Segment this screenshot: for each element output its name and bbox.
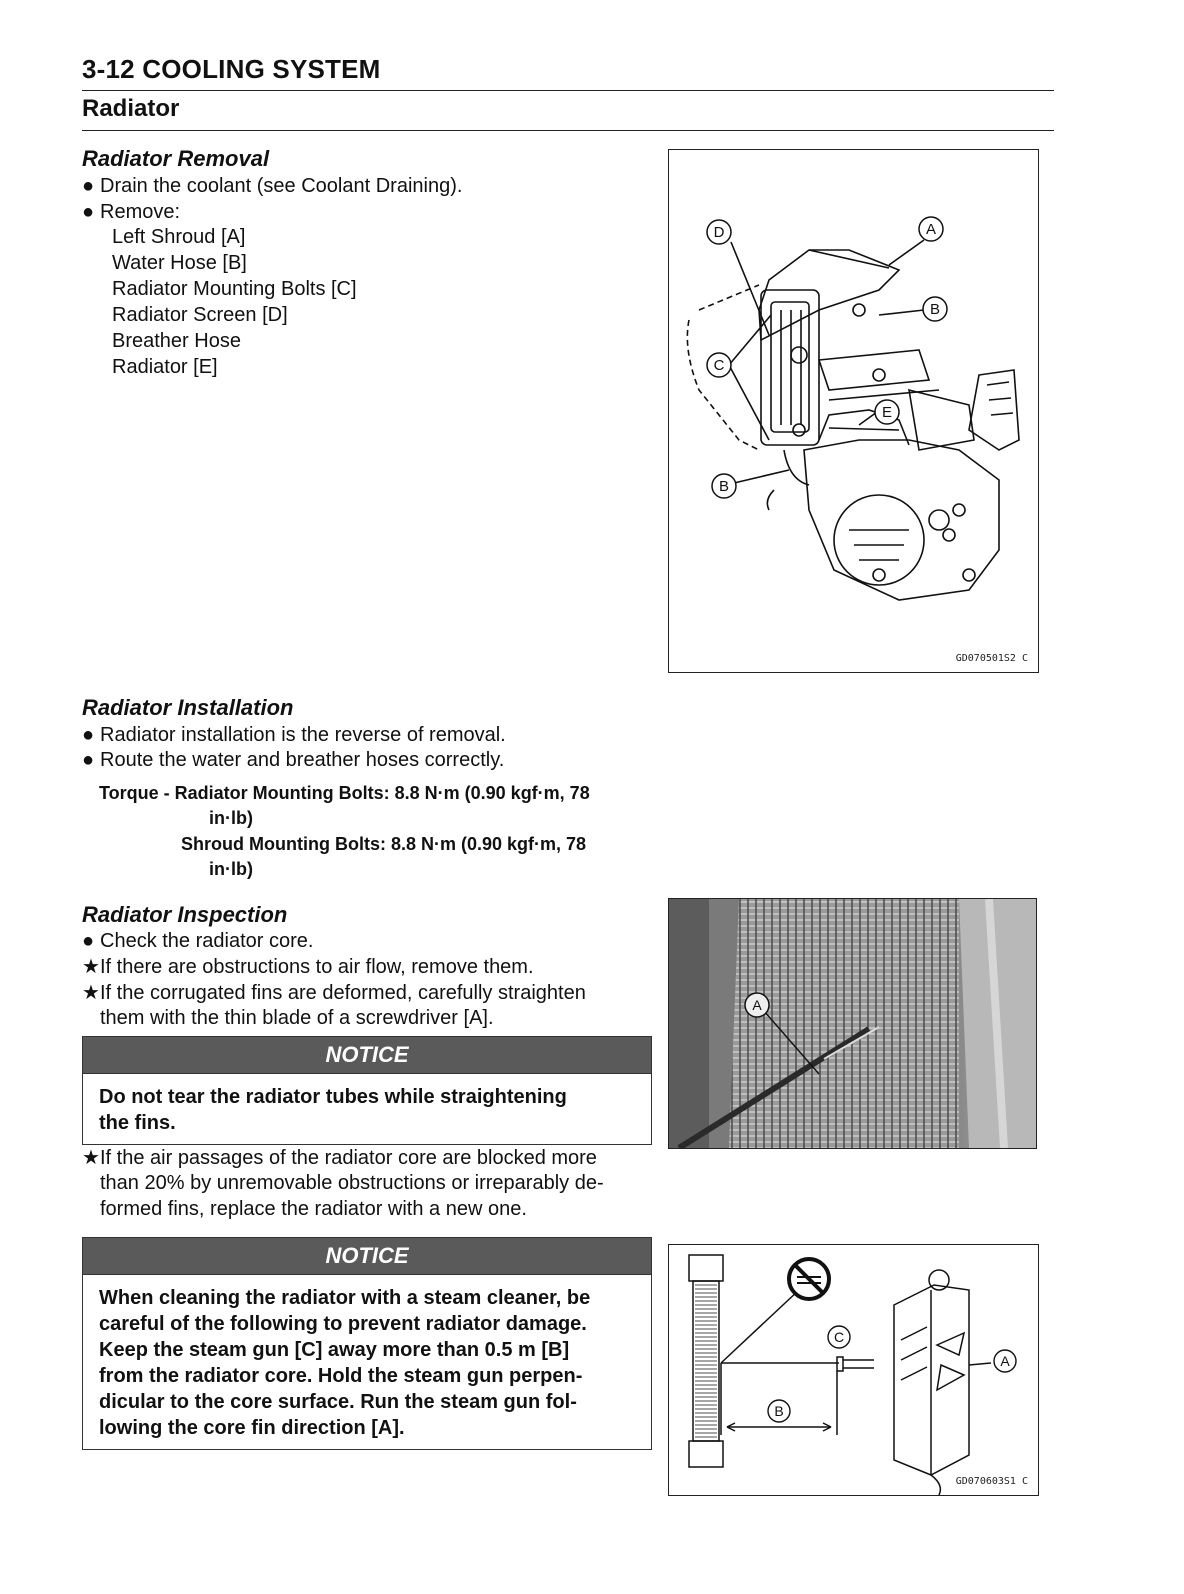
section-rule [82, 90, 1054, 91]
torque-line-2-cont: in·lb) [209, 859, 253, 879]
figure-steam-cleaning [668, 1244, 1039, 1496]
callout-b: B [774, 1403, 784, 1419]
part-item: Radiator [E] [112, 356, 218, 378]
subsection-title: Radiator [82, 95, 180, 122]
callout-e: E [881, 404, 893, 421]
bullet-icon: ● [82, 749, 95, 771]
callout-b: B [929, 301, 941, 318]
installation-bullet-1: ● Radiator installation is the reverse of removal. [82, 724, 506, 746]
torque-line-1: Torque - Radiator Mounting Bolts: 8.8 N·m (0.90 kgf·m, 78 [99, 783, 590, 803]
callout-a: A [752, 997, 762, 1013]
callout-a: A [1000, 1353, 1010, 1369]
inspection-star-2-cont: them with the thin blade of a screwdriver [A]. [100, 1007, 494, 1029]
part-item: Radiator Screen [D] [112, 304, 288, 326]
notice-body: When cleaning the radiator with a steam cleaner, be careful of the following to prevent radiator damage. Keep the steam gun [C] away more than 0.5 m [B] from the radiator core. Hold the steam gun perpen- dicular to the core surface. Run the steam gun fol- lowing the core fin direction [A]. [99, 1287, 591, 1439]
part-item: Left Shroud [A] [112, 226, 246, 248]
star-icon: ★ [82, 956, 100, 978]
figure-radiator-removal [668, 149, 1039, 673]
star-icon: ★ [82, 982, 100, 1004]
bullet-icon: ● [82, 175, 95, 197]
prohibited-icon [789, 1259, 829, 1299]
bullet-icon: ● [82, 201, 95, 223]
installation-bullet-2: ● Route the water and breather hoses correctly. [82, 749, 505, 771]
callout-b2: B [718, 478, 730, 495]
torque-line-1-cont: in·lb) [209, 808, 253, 828]
inspection-star-3-cont-1: than 20% by unremovable obstructions or irreparably de- [100, 1172, 604, 1194]
figure-fin-straightening-photo [668, 898, 1037, 1149]
notice-body: Do not tear the radiator tubes while straightening the fins. [99, 1086, 567, 1134]
inspection-star-2: ★If the corrugated fins are deformed, carefully straighten [82, 982, 586, 1004]
installation-heading: Radiator Installation [82, 695, 294, 720]
figure-code: GD070501S2 C [955, 653, 1028, 664]
removal-heading: Radiator Removal [82, 146, 270, 171]
inspection-star-1: ★If there are obstructions to air flow, remove them. [82, 956, 534, 978]
removal-parts-list [112, 224, 357, 380]
inspection-star-3: ★If the air passages of the radiator core are blocked more [82, 1147, 597, 1169]
callout-c: C [833, 1329, 845, 1345]
inspection-bullet-1: ● Check the radiator core. [82, 930, 314, 952]
bullet-icon: ● [82, 724, 95, 746]
notice-box-1 [82, 1036, 652, 1145]
removal-bullet-2: ● Remove: [82, 201, 181, 223]
inspection-heading: Radiator Inspection [82, 902, 288, 927]
notice-title: NOTICE [83, 1037, 651, 1074]
fin-photo-illustration [669, 899, 1036, 1148]
part-item: Water Hose [B] [112, 252, 247, 274]
figure-code: GD070603S1 C [955, 1476, 1028, 1487]
bullet-icon: ● [82, 930, 95, 952]
callout-c: C [713, 357, 725, 374]
part-item: Breather Hose [112, 330, 241, 352]
section-title: 3-12 COOLING SYSTEM [82, 54, 381, 84]
removal-bullet-1: ● Drain the coolant (see Coolant Draining). [82, 175, 463, 197]
notice-title: NOTICE [83, 1238, 651, 1275]
torque-line-2: Shroud Mounting Bolts: 8.8 N·m (0.90 kgf·m, 78 [181, 834, 587, 854]
notice-box-2 [82, 1237, 652, 1450]
star-icon: ★ [82, 1147, 100, 1169]
part-item: Radiator Mounting Bolts [C] [112, 278, 357, 300]
callout-a: A [925, 221, 937, 238]
callout-d: D [713, 224, 725, 241]
inspection-star-3-cont-2: formed fins, replace the radiator with a new one. [100, 1198, 527, 1220]
subsection-rule [82, 130, 1054, 131]
steam-cleaning-diagram [669, 1245, 1038, 1495]
radiator-removal-illustration [669, 150, 1038, 672]
